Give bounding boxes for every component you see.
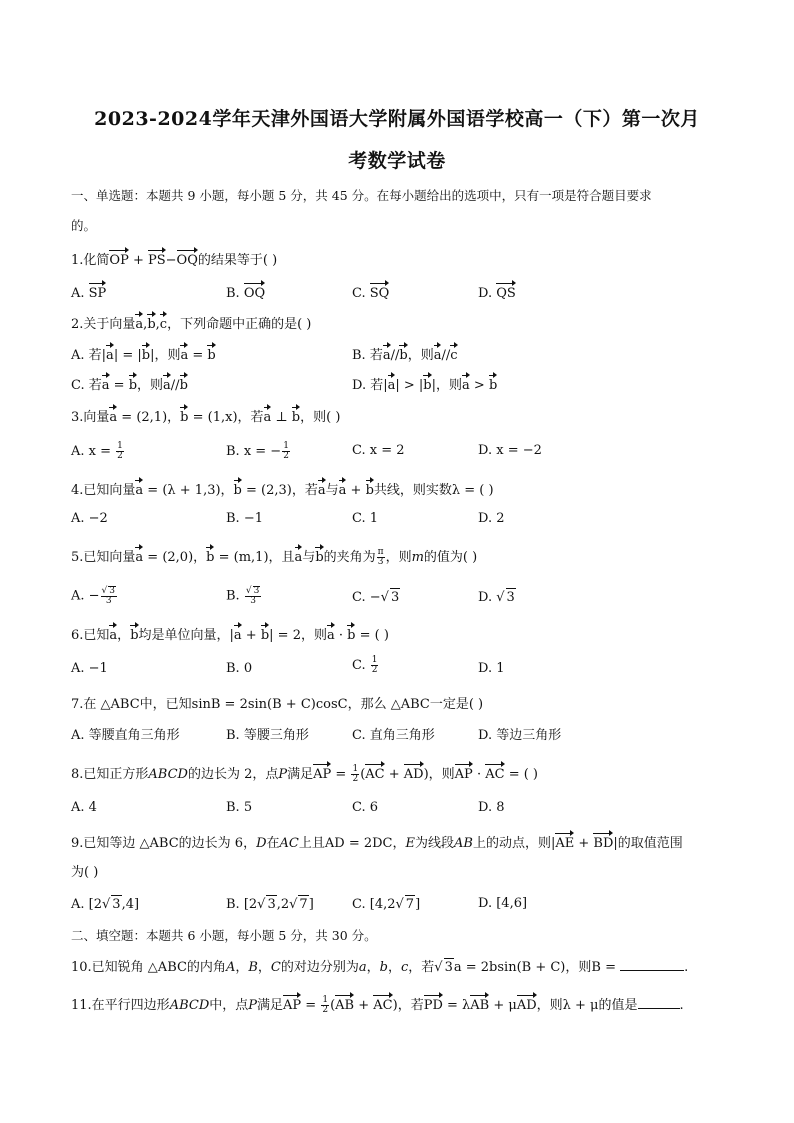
page-title-line1: 2023-2024学年天津外国语大学附属外国语学校高一（下）第一次月 bbox=[94, 108, 700, 130]
section1-heading: 一、单选题：本题共 9 小题，每小题 5 分，共 45 分。在每小题给出的选项中，只有一项是符合题目要求 bbox=[71, 188, 652, 203]
q8-option-b: B. 5 bbox=[226, 800, 253, 815]
section2-heading: 二、填空题：本题共 6 小题，每小题 5 分，共 30 分。 bbox=[71, 928, 377, 943]
q3-option-a: A. x = $\frac{1}{2}$ bbox=[71, 441, 123, 461]
q1-option-d: D. QS bbox=[478, 282, 516, 303]
q7-option-b: B. 等腰三角形 bbox=[226, 728, 309, 743]
q8-option-c: C. 6 bbox=[352, 800, 379, 815]
q7-option-c: C. 直角三角形 bbox=[352, 728, 435, 743]
q6-option-a: A. −1 bbox=[71, 661, 108, 676]
q8-option-d: D. 8 bbox=[478, 800, 505, 815]
q9-option-b: B. [2√ 3,2√ 7] bbox=[226, 897, 314, 912]
question-7: 7.在 △ABC中，已知sinB = 2sin(B + C)cosC，那么 △ABC一定是( ) bbox=[71, 697, 484, 712]
q3-option-c: C. x = 2 bbox=[352, 443, 405, 458]
q4-option-b: B. −1 bbox=[226, 511, 263, 526]
question-10: 10.已知锐角 △ABC的内角A，B，C的对边分别为a，b，c，若√ 3a = 2bsin(B + C)，则B = . bbox=[71, 960, 689, 975]
q4-option-c: C. 1 bbox=[352, 511, 379, 526]
q2-option-a: A. 若|a| = |b|，则a = b bbox=[71, 344, 216, 365]
question-8: 8.已知正方形ABCD的边长为 2，点P满足AP = $\frac{1}{2}$ (AC + AD)，则AP · AC = ( ) bbox=[71, 764, 538, 784]
q3-option-b: B. x = − $\frac{1}{2}$ bbox=[226, 441, 289, 461]
q4-option-a: A. −2 bbox=[71, 511, 108, 526]
question-9-cont: 为( ) bbox=[71, 865, 99, 880]
q2-option-d: D. 若|a| > |b|，则a > b bbox=[352, 374, 497, 395]
question-4: 4.已知向量a = (λ + 1,3)，b = (2,3)，若a与a + b共线，则实数λ = ( ) bbox=[71, 479, 494, 500]
question-6: 6.已知a，b均是单位向量，|a + b| = 2，则a · b = ( ) bbox=[71, 624, 389, 645]
section1-heading-cont: 的。 bbox=[71, 218, 97, 233]
q5-option-c: C. −√ 3 bbox=[352, 590, 400, 605]
q3-option-d: D. x = −2 bbox=[478, 443, 542, 458]
question-11: 11.在平行四边形ABCD中，点P满足AP = $\frac{1}{2}$ (AB + AC)，若PD = λAB + μAD，则λ + μ的值是 . bbox=[71, 995, 684, 1015]
q2-option-c: C. 若a = b，则a//b bbox=[71, 374, 188, 395]
q5-option-b: B. $\frac{√ 3}{3}$ bbox=[226, 586, 260, 606]
page-title-line2: 考数学试卷 bbox=[348, 150, 446, 172]
q7-option-a: A. 等腰直角三角形 bbox=[71, 728, 180, 743]
question-3: 3.向量a = (2,1)，b = (1,x)，若a ⊥ b，则( ) bbox=[71, 406, 340, 427]
question-9: 9.已知等边 △ABC的边长为 6，D在AC上且AD = 2DC，E为线段AB上的动点，则|AE + BD|的取值范围 bbox=[71, 832, 683, 853]
q5-option-a: A. − $\frac{√ 3}{3}$ bbox=[71, 586, 116, 606]
q2-option-b: B. 若a//b，则a//c bbox=[352, 344, 458, 365]
q6-option-b: B. 0 bbox=[226, 661, 253, 676]
q7-option-d: D. 等边三角形 bbox=[478, 728, 562, 743]
q6-option-d: D. 1 bbox=[478, 661, 505, 676]
q9-option-d: D. [4,6] bbox=[478, 896, 528, 911]
q9-option-c: C. [4,2√ 7] bbox=[352, 897, 421, 912]
q4-option-d: D. 2 bbox=[478, 511, 505, 526]
q1-option-b: B. OQ bbox=[226, 282, 265, 303]
q5-option-d: D. √ 3 bbox=[478, 590, 515, 605]
question-1: 1.化简OP + PS−OQ的结果等于( ) bbox=[71, 249, 277, 270]
q8-option-a: A. 4 bbox=[71, 800, 97, 815]
q1-option-a: A. SP bbox=[71, 282, 106, 303]
q6-option-c: C. $\frac{1}{2}$ bbox=[352, 655, 378, 675]
q9-option-a: A. [2√ 3,4] bbox=[71, 897, 140, 912]
question-2: 2.关于向量a,b,c，下列命题中正确的是( ) bbox=[71, 313, 311, 334]
q1-option-c: C. SQ bbox=[352, 282, 389, 303]
question-5: 5.已知向量a = (2,0)，b = (m,1)，且a与b的夹角为 $\frac{\pi}{3}$ ，则m的值为( ) bbox=[71, 547, 478, 567]
